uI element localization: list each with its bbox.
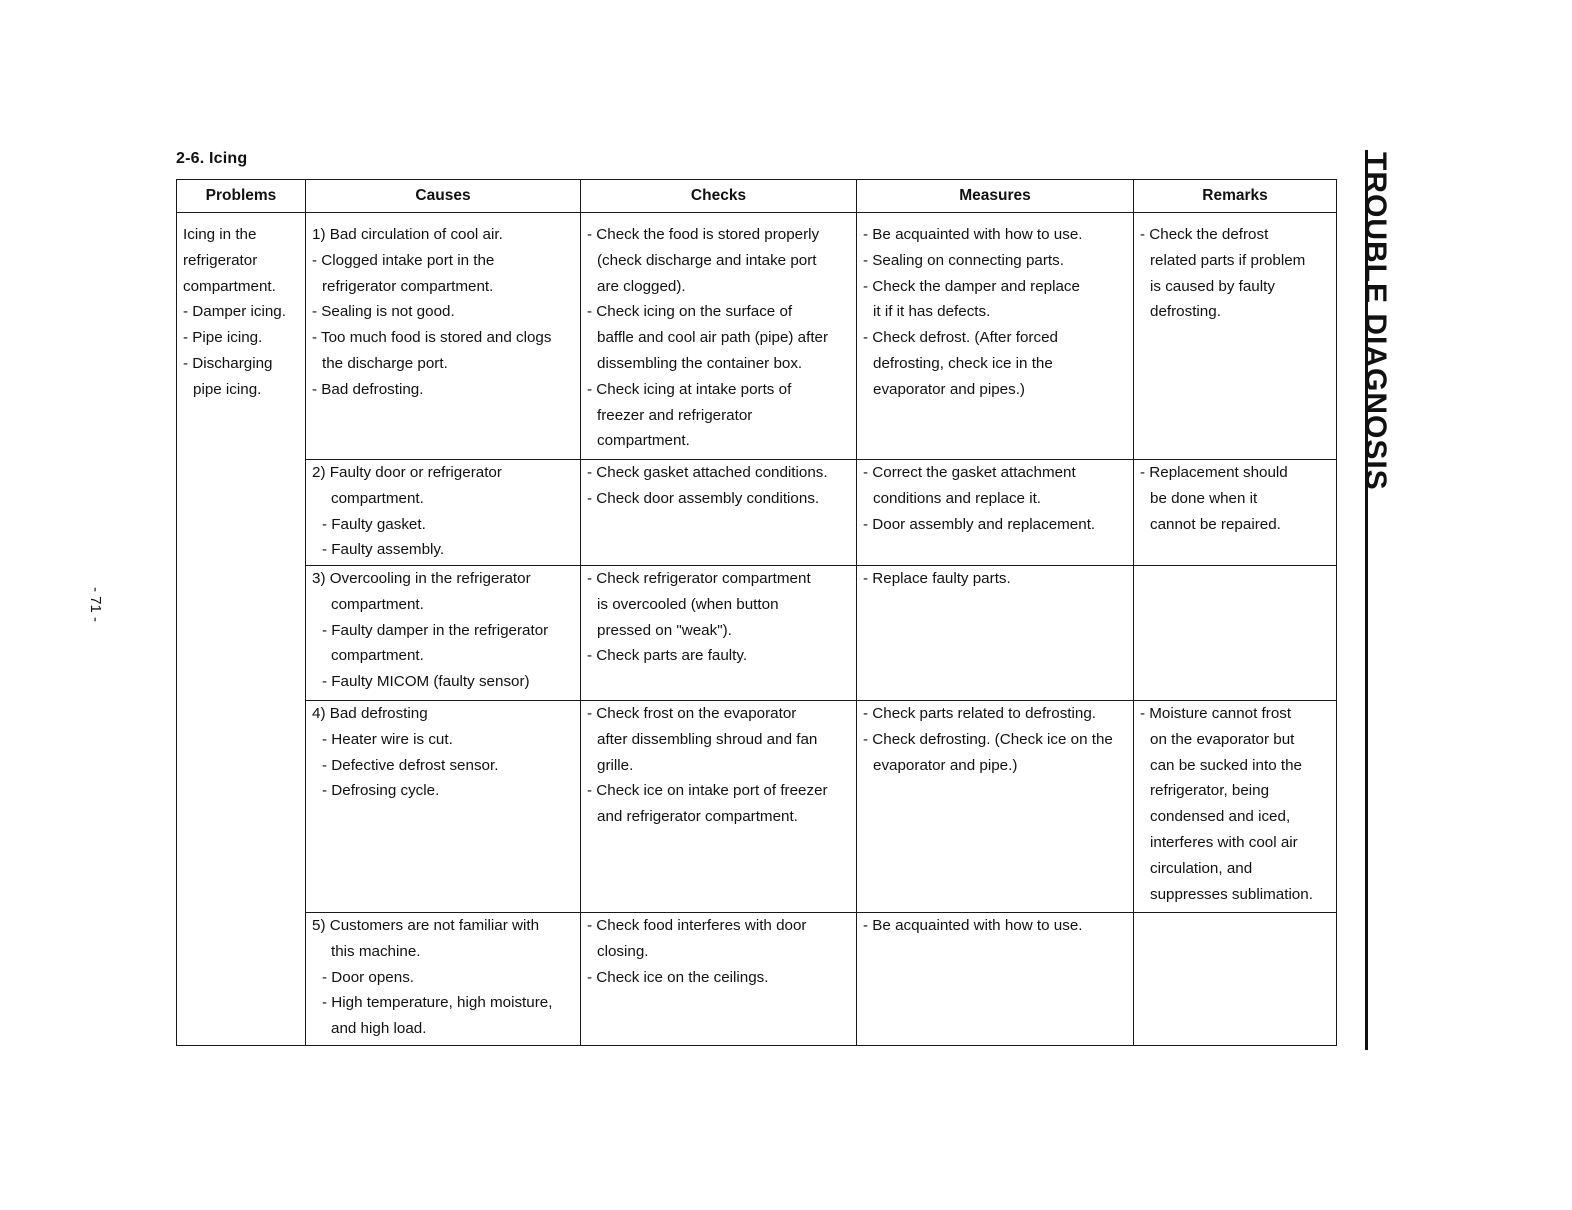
text-line: - Faulty damper in the refrigerator [322, 621, 549, 639]
text-line: 3) Overcooling in the refrigerator [312, 570, 531, 587]
remarks-cell [1134, 701, 1337, 913]
text-line: - Check icing at intake ports of [587, 380, 792, 398]
text-line: - Discharging [183, 354, 273, 372]
checks-cell [581, 460, 857, 566]
causes-cell [306, 460, 581, 566]
text-line: condensed and iced, [1150, 808, 1291, 826]
checks-cell [581, 566, 857, 701]
text-line: - High temperature, high moisture, [322, 994, 553, 1012]
text-line: - Faulty gasket. [322, 515, 426, 533]
text-line: - Check defrosting. (Check ice on the [863, 730, 1113, 748]
header-problems: Problems [177, 180, 306, 213]
text-line: - Pipe icing. [183, 329, 263, 347]
text-line: closing. [597, 942, 649, 960]
text-line: - Check refrigerator compartment [587, 570, 811, 587]
text-line: - Check the damper and replace [863, 277, 1080, 295]
text-line: - Too much food is stored and clogs [312, 329, 552, 347]
causes-cell [306, 213, 581, 460]
measures-cell [857, 460, 1134, 566]
checks-cell [581, 701, 857, 913]
page-number [88, 588, 112, 628]
text-line: related parts if problem [1150, 251, 1306, 269]
text-line: defrosting, check ice in the [873, 354, 1053, 372]
text-line: and high load. [331, 1020, 427, 1038]
table-row [177, 213, 1337, 460]
text-line: - Check ice on intake port of freezer [587, 782, 828, 800]
text-line: 5) Customers are not familiar with [312, 917, 540, 934]
text-line: - Clogged intake port in the [312, 251, 495, 269]
table-row [177, 913, 1337, 1046]
text-line: 1) Bad circulation of cool air. [312, 226, 503, 243]
header-causes: Causes [306, 180, 581, 213]
text-line: be done when it [1150, 489, 1258, 507]
text-line: - Replace faulty parts. [863, 570, 1011, 587]
text-line: and refrigerator compartment. [597, 808, 798, 826]
text-line: - Check the food is stored properly [587, 226, 820, 243]
table-row [177, 566, 1337, 701]
text-line: conditions and replace it. [873, 489, 1042, 507]
header-row [177, 180, 1337, 213]
text-line: - Be acquainted with how to use. [863, 917, 1083, 934]
text-line: on the evaporator but [1150, 730, 1295, 748]
text-line: compartment. [183, 277, 276, 295]
text-line: - Door opens. [322, 968, 415, 986]
header-measures: Measures [857, 180, 1134, 213]
text-line: - Check ice on the ceilings. [587, 968, 769, 986]
text-line: - Sealing is not good. [312, 303, 455, 321]
text-line: compartment. [331, 595, 424, 613]
text-line: - Damper icing. [183, 303, 286, 321]
text-line: cannot be repaired. [1150, 515, 1281, 533]
text-line: - Door assembly and replacement. [863, 515, 1096, 533]
measures-cell [857, 213, 1134, 460]
text-line: after dissembling shroud and fan [597, 730, 818, 748]
text-line: - Correct the gasket attachment [863, 464, 1076, 481]
text-line: - Faulty assembly. [322, 541, 445, 559]
text-line: 2) Faulty door or refrigerator [312, 464, 502, 481]
text-line: - Defrosing cycle. [322, 782, 440, 800]
measures-cell [857, 913, 1134, 1046]
text-line: it if it has defects. [873, 303, 991, 321]
text-line: - Sealing on connecting parts. [863, 251, 1064, 269]
text-line: is caused by faulty [1150, 277, 1275, 295]
text-line: refrigerator compartment. [322, 277, 494, 295]
text-line: compartment. [331, 647, 424, 665]
text-line: - Check the defrost [1140, 226, 1269, 243]
measures-cell [857, 566, 1134, 701]
text-line: - Check door assembly conditions. [587, 489, 820, 507]
side-title-text: TROUBLE DIAGNOSIS [1359, 152, 1392, 491]
text-line: - Defective defrost sensor. [322, 756, 499, 774]
remarks-cell [1134, 460, 1337, 566]
text-line: pressed on "weak"). [597, 621, 732, 639]
text-line: baffle and cool air path (pipe) after [597, 329, 829, 347]
text-line: - Check food interferes with door [587, 917, 807, 934]
text-line: Icing in the [183, 226, 257, 243]
text-line: refrigerator [183, 251, 258, 269]
text-line: - Heater wire is cut. [322, 730, 453, 748]
text-line: are clogged). [597, 277, 686, 295]
remarks-cell [1134, 213, 1337, 460]
text-line: - Check icing on the surface of [587, 303, 793, 321]
text-line: compartment. [597, 432, 690, 450]
text-line: evaporator and pipe.) [873, 756, 1018, 774]
text-line: - Moisture cannot frost [1140, 705, 1292, 722]
text-line: defrosting. [1150, 303, 1221, 321]
text-line: the discharge port. [322, 354, 448, 372]
text-line: pipe icing. [193, 380, 262, 398]
table-row [177, 701, 1337, 913]
text-line: (check discharge and intake port [597, 251, 817, 269]
text-line: interferes with cool air [1150, 833, 1298, 851]
remarks-cell [1134, 566, 1337, 701]
text-line: is overcooled (when button [597, 595, 779, 613]
page-number-text: - 71 - [87, 586, 105, 623]
text-line: compartment. [331, 489, 424, 507]
text-line: 4) Bad defrosting [312, 705, 428, 722]
text-line: - Faulty MICOM (faulty sensor) [322, 673, 530, 691]
causes-cell [306, 701, 581, 913]
text-line: - Check parts related to defrosting. [863, 705, 1096, 722]
text-line: - Check frost on the evaporator [587, 705, 797, 722]
text-line: refrigerator, being [1150, 782, 1270, 800]
text-line: this machine. [331, 942, 421, 960]
text-line: - Bad defrosting. [312, 380, 424, 398]
text-line: - Check defrost. (After forced [863, 329, 1058, 347]
text-line: - Replacement should [1140, 464, 1288, 481]
measures-cell [857, 701, 1134, 913]
table-row [177, 460, 1337, 566]
text-line: suppresses sublimation. [1150, 885, 1313, 903]
side-title [1359, 152, 1412, 582]
remarks-cell [1134, 913, 1337, 1046]
text-line: evaporator and pipes.) [873, 380, 1025, 398]
causes-cell [306, 566, 581, 701]
text-line: circulation, and [1150, 859, 1253, 877]
text-line: - Be acquainted with how to use. [863, 226, 1083, 243]
text-line: - Check gasket attached conditions. [587, 464, 828, 481]
problem-cell [177, 213, 306, 1046]
section-title: 2-6. Icing [176, 150, 248, 167]
text-line: freezer and refrigerator [597, 406, 753, 424]
header-checks: Checks [581, 180, 857, 213]
text-line: can be sucked into the [1150, 756, 1302, 774]
checks-cell [581, 913, 857, 1046]
text-line: dissembling the container box. [597, 354, 803, 372]
icing-diagnosis-table [176, 179, 1337, 1046]
text-line: grille. [597, 756, 634, 774]
causes-cell [306, 913, 581, 1046]
header-remarks: Remarks [1134, 180, 1337, 213]
checks-cell [581, 213, 857, 460]
text-line: - Check parts are faulty. [587, 647, 748, 665]
